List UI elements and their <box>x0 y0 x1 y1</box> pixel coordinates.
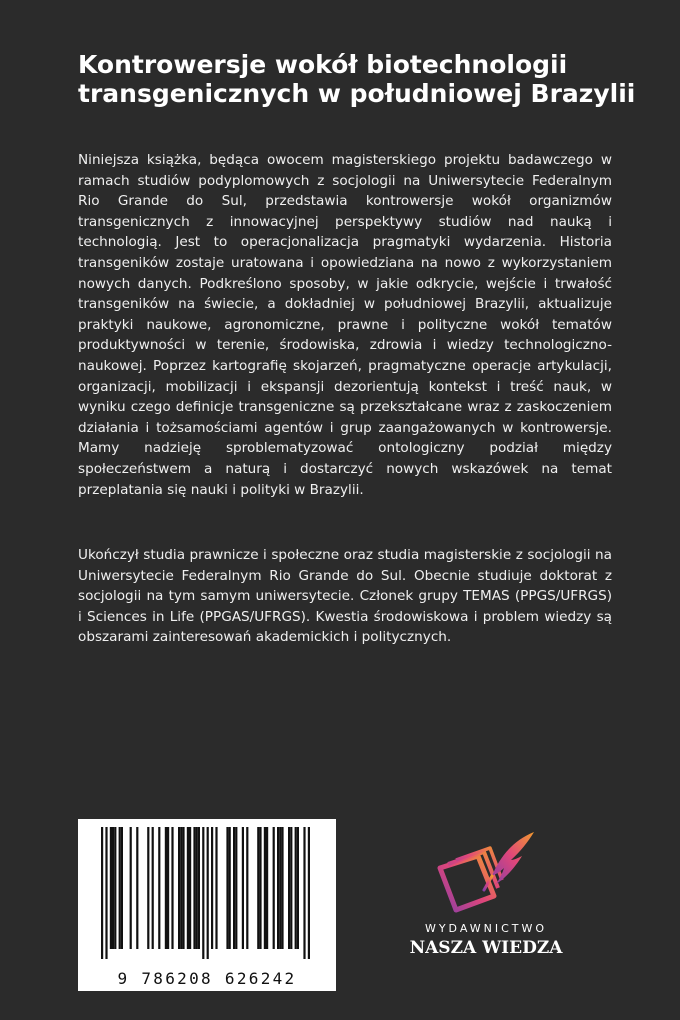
barcode-bar <box>303 827 305 959</box>
barcode-bar <box>229 827 231 949</box>
barcode-bar <box>101 827 103 959</box>
barcode-bar <box>180 827 182 949</box>
author-bio: Ukończył studia prawnicze i społeczne oraz studia magisterskie z socjologii na Uniwersytecie Federalnym Rio Grande do Sul. Obecnie studiuje doktorat z socjologii na tym samym uniwersytecie. Członek grupy TEMAS (PPGS/UFRGS) i Sciences in Life (PPGAS/UFRGS). Kwestia środowiskowa i problem wiedzy są obszarami zainteresowań akademickich i politycznych. <box>78 547 612 646</box>
publisher-label: WYDAWNICTWO <box>424 922 548 935</box>
barcode-bar <box>136 827 138 949</box>
barcode-bar <box>119 827 121 949</box>
barcode-bar <box>202 827 204 959</box>
barcode-bar <box>235 827 237 949</box>
barcode-bar <box>152 827 154 949</box>
isbn-barcode <box>78 819 336 991</box>
barcode-bar <box>158 827 160 949</box>
barcode-bar <box>264 827 266 949</box>
barcode-bar <box>105 827 107 959</box>
barcode-bar <box>290 827 292 949</box>
barcode-bar <box>167 827 169 949</box>
barcode-bar <box>189 827 191 949</box>
barcode-bar <box>233 827 235 949</box>
barcode-bar <box>178 827 180 949</box>
barcode-bar <box>297 827 299 949</box>
barcode-bar <box>288 827 290 949</box>
barcode-bar <box>207 827 209 959</box>
barcode-bar <box>281 827 283 949</box>
books-quill-icon <box>434 830 538 916</box>
barcode-bar <box>279 827 281 949</box>
barcode-bar <box>110 827 112 949</box>
barcode-bar <box>242 827 244 949</box>
barcode-bar <box>182 827 184 949</box>
barcode-bar <box>211 827 213 949</box>
barcode-bar <box>130 827 132 949</box>
barcode-bar <box>295 827 297 949</box>
barcode-bar <box>257 827 259 949</box>
barcode-bar <box>277 827 279 949</box>
barcode-bar <box>308 827 310 959</box>
book-title: Kontrowersje wokół biotechnologii transgenicznych w południowej Brazylii <box>78 50 636 108</box>
barcode-bar <box>215 827 217 949</box>
publisher-name: NASZA WIEDZA <box>409 938 563 958</box>
barcode-bar <box>196 827 198 949</box>
barcode-bar <box>273 827 275 949</box>
publisher-logo-block <box>392 830 580 970</box>
barcode-bar <box>165 827 167 949</box>
barcode-bar <box>121 827 123 949</box>
barcode-bar <box>112 827 114 949</box>
isbn-number: 9 786208 626242 <box>117 969 297 988</box>
barcode-bar <box>171 827 173 949</box>
barcode-bar <box>187 827 189 949</box>
barcode-bar <box>226 827 228 949</box>
barcode-bars <box>78 819 336 969</box>
barcode-bar <box>193 827 195 949</box>
book-description: Niniejsza książka, będąca owocem magisterskiego projektu badawczego w ramach studiów podyplomowych z socjologii na Uniwersytecie Federalnym Rio Grande do Sul, przedstawia kontrowersje wokół organizmów transgenicznych z innowacyjnej perspektywy studiów nad nauką i technologią. Jest to operacjonalizacja pragmatyki wydarzenia. Historia transgeników zostaje uratowana i opowiedziana na nowo z wykorzystaniem nowych danych. Podkreślono sposoby, w jakie odkrycie, wejście i trwałość transgeników na świecie, a dokładniej w południowej Brazylii, aktualizuje praktyki naukowe, agronomiczne, prawne i polityczne wokół tematów produktywności w terenie, środowiska, zdrowia i wiedzy technologiczno-naukowej. Poprzez kartografię skojarzeń, pragmatyczne operacje artykulacji, organizacji, mobilizacji i ekspansji dezorientują kontekst i treść nauk, w wyniku czego definicje transgeniczne są przekształcane wraz z zaskoczeniem działania i tożsamościami agentów i grup zaangażowanych w kontrowersje. Mamy nadzieję sproblematyzować ontologiczny podział między społeczeństwem a naturą i dostarczyć nowych wskazówek na temat przeplatania się nauki i polityki w Brazylii. <box>78 152 612 498</box>
barcode-bar <box>259 827 261 949</box>
barcode-bar <box>114 827 116 949</box>
barcode-bar <box>198 827 200 949</box>
barcode-bar <box>266 827 268 949</box>
barcode-bar <box>147 827 149 949</box>
barcode-bar <box>246 827 248 949</box>
